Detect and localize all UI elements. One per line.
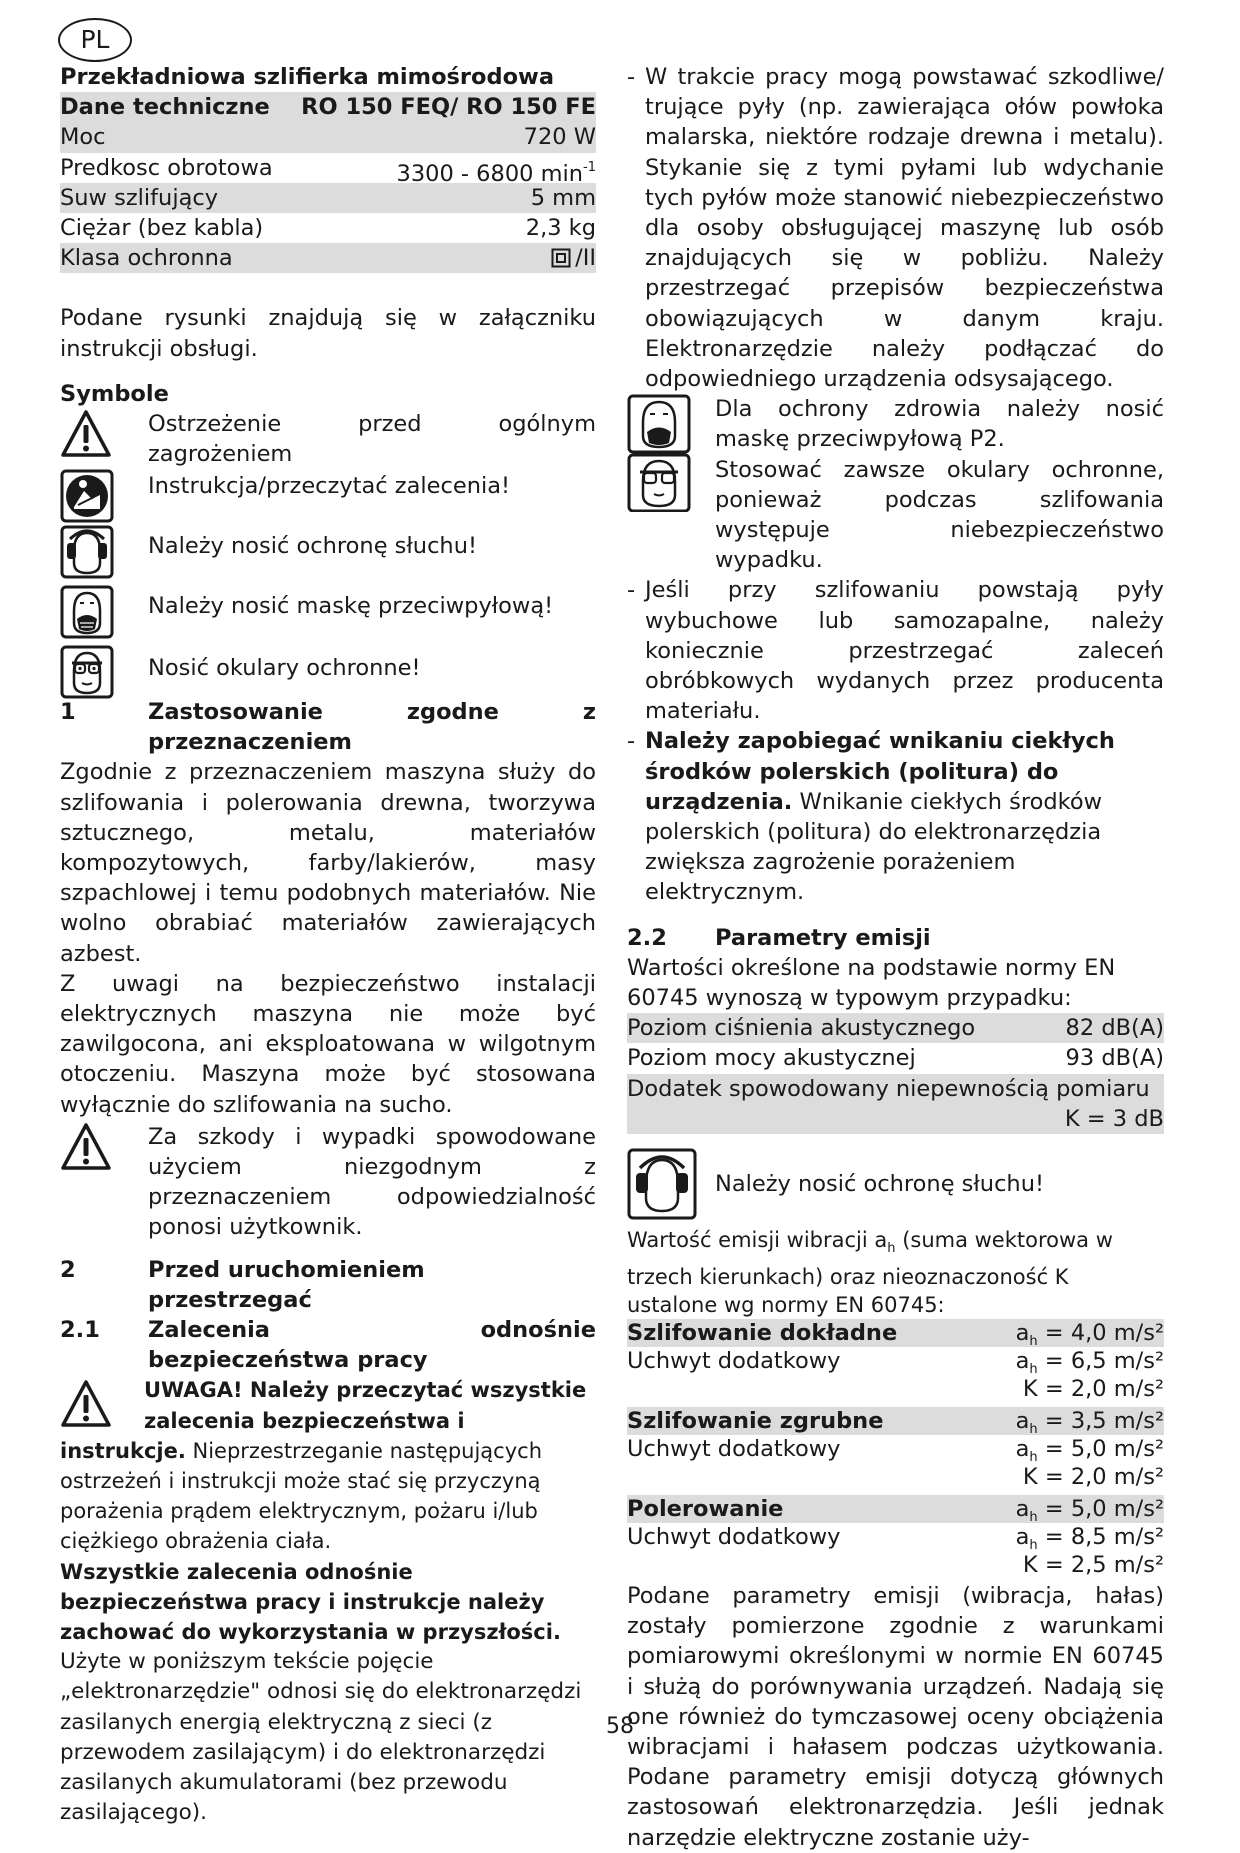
noise-value: 93 dB(A) <box>1065 1045 1164 1072</box>
vib-number: = 6,5 m/s² <box>1037 1348 1164 1375</box>
vib-symbol-sub: h <box>1029 1538 1038 1554</box>
spec-value: 720 W <box>523 124 596 151</box>
spec-value: 5 mm <box>530 184 596 211</box>
symbol-row <box>60 469 596 525</box>
vib-symbol-sub: h <box>1029 1510 1038 1526</box>
section-1-heading <box>60 697 596 757</box>
vib-k: K = 2,0 m/s² <box>1022 1376 1164 1403</box>
warning-triangle-icon <box>60 409 112 459</box>
symbol-row <box>60 645 596 697</box>
dust-mask-icon <box>627 394 693 512</box>
vib-number: = 8,5 m/s² <box>1037 1524 1164 1551</box>
vib-row <box>627 1347 1164 1378</box>
vib-row <box>627 1463 1164 1491</box>
warning-bold: UWAGA! Należy przeczytać wszystkie zalecenia bezpieczeństwa i instrukcje. <box>60 1378 587 1463</box>
section-title: Przed uruchomieniem przestrzegać <box>148 1256 425 1313</box>
vib-symbol-sub: h <box>1029 1450 1038 1466</box>
vib-row <box>627 1435 1164 1466</box>
language-badge: PL <box>58 18 132 62</box>
right-column <box>627 62 1164 1853</box>
vibration-intro <box>627 1226 1164 1319</box>
warning-rest: Nieprzestrzeganie następujących ostrzeżeń i instrukcji może stać się przyczyną porażenia prądem elektrycznym, pożaru i/lub ciężkiego obrażenia ciała. <box>60 1438 543 1554</box>
general-warning-block <box>60 1375 596 1556</box>
vib-value <box>1015 1435 1164 1466</box>
left-column <box>60 62 596 1828</box>
spec-value: 3300 - 6800 min <box>396 160 584 187</box>
vib-value <box>1015 1319 1164 1350</box>
safety-glasses-icon <box>60 645 114 699</box>
section-2-2-heading <box>627 923 1164 953</box>
vib-intro-1: Wartość emisji wibracji a <box>627 1228 888 1253</box>
vib-row <box>627 1495 1164 1526</box>
emission-closing: Podane parametry emisji (wibracja, hałas) zostały pomierzone zgodnie z warunkami pomiarowymi określonymi w normie EN 60745 i służą do porównywania urządzeń. Nadają się one również do tymczasowej oceny obciążenia wibracjami i hałasem podczas użytkowania. Podane parametry emisji dotyczą głównych zastosowań elektronarzędzia. Jeśli jednak narzędzie elektryczne zostanie uży- <box>627 1583 1164 1851</box>
noise-label: Poziom mocy akustycznej <box>627 1045 916 1072</box>
spec-label: Suw szlifujący <box>60 184 219 211</box>
symbol-text: Ostrzeżenie przed ogólnym zagrożeniem <box>148 410 596 468</box>
ppe-note <box>627 394 1164 575</box>
symbol-text: Nosić okulary ochronne! <box>148 654 421 681</box>
vibration-group <box>627 1319 1164 1403</box>
spec-row <box>60 243 596 273</box>
dust-mask-icon <box>60 585 114 639</box>
vib-number: = 5,0 m/s² <box>1037 1436 1164 1463</box>
polish-bold: Należy zapobiegać wnikaniu ciekłych środków polerskich (politura) do urządzenia. <box>645 728 1115 815</box>
symbol-text: Należy nosić maskę przeciwpyłową! <box>148 592 554 619</box>
bullet-text <box>645 726 1164 907</box>
vib-symbol: a <box>1015 1496 1030 1523</box>
noise-value: K = 3 dB <box>1064 1105 1164 1132</box>
spec-row <box>60 122 596 152</box>
vib-row <box>627 1551 1164 1579</box>
hearing-text: Należy nosić ochronę słuchu! <box>715 1170 1044 1197</box>
vib-row <box>627 1319 1164 1350</box>
spec-row <box>60 183 596 213</box>
bullet-item: - Jeśli przy szlifowaniu powstają pyły wybuchowe lub samozapalne, należy koniecznie przestrzegać zaleceń obróbkowych wydanych przez producenta materiału. <box>627 575 1164 726</box>
mask-note: Dla ochrony zdrowia należy nosić maskę przeciwpyłową P2. <box>715 396 1164 453</box>
symbol-row <box>60 409 596 469</box>
section-title: Zastosowanie zgodne z przeznaczeniem <box>148 698 596 756</box>
spec-label: Moc <box>60 124 106 151</box>
symbols-heading: Symbole <box>60 380 169 407</box>
vib-value <box>1015 1347 1164 1378</box>
spec-value-wrap <box>551 243 596 273</box>
vib-k: K = 2,5 m/s² <box>1022 1552 1164 1579</box>
section-title: Zalecenia odnośnie bezpieczeństwa pracy <box>148 1317 596 1374</box>
symbol-row <box>60 525 596 585</box>
spec-table <box>60 92 596 273</box>
section-1-paragraph: Zgodnie z przeznaczeniem maszyna służy do szlifowania i polerowania drewna, tworzywa sztucznego, metalu, materiałów kompozytowych, farby/lakierów, masy szpachlowej i temu podobnych materiałów. Nie wolno obrabiać materiałów zawierających azbest. <box>60 759 596 967</box>
section-1-paragraph: Z uwagi na bezpieczeństwo instalacji elektrycznych maszyna nie może być zawilgocona, ani eksploatowana w wilgotnym otoczeniu. Maszyna może być stosowana wyłącznie do szlifowania na sucho. <box>60 970 596 1118</box>
spec-header-label: Dane techniczne <box>60 94 270 121</box>
symbol-row <box>60 585 596 645</box>
section-number: 2 <box>60 1256 76 1283</box>
noise-label: Dodatek spowodowany niepewnością pomiaru <box>627 1075 1150 1102</box>
spec-value: /II <box>575 245 596 272</box>
warning-note <box>60 1122 596 1243</box>
spec-label: Ciężar (bez kabla) <box>60 214 264 241</box>
vib-number: = 4,0 m/s² <box>1037 1320 1164 1347</box>
vib-row <box>627 1407 1164 1438</box>
vib-symbol: a <box>1015 1320 1030 1347</box>
page-number: 58 <box>606 1714 634 1739</box>
vib-value <box>1015 1407 1164 1438</box>
vibration-table <box>627 1319 1164 1579</box>
vib-symbol: a <box>1015 1348 1030 1375</box>
section-2-1-heading <box>60 1315 596 1375</box>
vib-row <box>627 1375 1164 1403</box>
warning-triangle-icon <box>60 1379 112 1429</box>
vib-value <box>1015 1495 1164 1526</box>
symbol-text: Instrukcja/przeczytać zalecenia! <box>148 472 511 499</box>
section-number: 2.2 <box>627 924 667 951</box>
general-warning-text <box>60 1375 596 1556</box>
vib-symbol: a <box>1015 1436 1030 1463</box>
term-definition: Użyte w poniższym tekście pojęcie „elektronarzędzie" odnosi się do elektronarzędzi zasilanych energią elektryczną z sieci (z przewodem zasilającym) i do elektronarzędzi zasilanych akumulatorami (bez przewodu zasilającego). <box>60 1649 582 1826</box>
hearing-note <box>627 1146 1164 1222</box>
read-manual-icon <box>60 469 114 523</box>
glasses-note: Stosować zawsze okulary ochronne, ponieważ podczas szlifowania występuje niebezpieczeństwo wypadku. <box>715 456 1164 574</box>
emission-intro: Wartości określone na podstawie normy EN 60745 wynoszą w typowym przypadku: <box>627 954 1116 1012</box>
noise-row <box>627 1013 1164 1043</box>
spec-value-sup: -1 <box>583 159 596 175</box>
vib-k: K = 2,0 m/s² <box>1022 1464 1164 1491</box>
spec-value: 2,3 kg <box>525 214 596 241</box>
ear-protection-icon <box>60 525 114 579</box>
vib-symbol: a <box>1015 1408 1030 1435</box>
spec-label: Klasa ochronna <box>60 245 233 272</box>
vib-symbol-sub: h <box>1029 1362 1038 1378</box>
vib-mode: Szlifowanie dokładne <box>627 1320 898 1347</box>
section-title: Parametry emisji <box>715 924 931 951</box>
spec-row <box>60 213 596 243</box>
symbol-text: Należy nosić ochronę słuchu! <box>148 532 477 559</box>
vib-intro-sub: h <box>887 1241 896 1257</box>
noise-row <box>627 1074 1164 1104</box>
noise-row <box>627 1104 1164 1134</box>
vib-symbol-sub: h <box>1029 1422 1038 1438</box>
noise-label: Poziom ciśnienia akustycznego <box>627 1015 976 1042</box>
warning-triangle-icon <box>60 1122 112 1172</box>
ear-protection-icon <box>627 1148 697 1220</box>
vib-value <box>1015 1523 1164 1554</box>
bullet-text: Jeśli przy szlifowaniu powstają pyły wybuchowe lub samozapalne, należy koniecznie przestrzegać zaleceń obróbkowych wydanych przez producenta materiału. <box>645 577 1164 725</box>
bullet-item: - W trakcie pracy mogą powstawać szkodliwe/ trujące pyły (np. zawierająca ołów powłoka malarska, niektóre rodzaje drewna i metalu). Stykanie się z tymi pyłami lub wdychanie tych pyłów może stanowić niebezpieczeństwo dla osoby obsługującej maszynę lub osób znajdujących się w pobliżu. Należy przestrzegać przepisów bezpieczeństwa obowiązujących w danym kraju. Elektronarzędzie należy podłączać do odpowiedniego urządzenia odsysającego. <box>627 62 1164 394</box>
vib-symbol: a <box>1015 1524 1030 1551</box>
product-title: Przekładniowa szlifierka mimośrodowa <box>60 64 555 90</box>
vib-intro-2: (suma wektorowa w trzech kierunkach) oraz nieoznaczoność K ustalone wg normy EN 60745: <box>627 1228 1113 1318</box>
protection-class-ii-icon <box>551 248 571 268</box>
vibration-group <box>627 1495 1164 1579</box>
vibration-group <box>627 1407 1164 1491</box>
vib-row <box>627 1523 1164 1554</box>
spec-header-model: RO 150 FEQ/ RO 150 FE <box>301 94 596 121</box>
bullet-text: W trakcie pracy mogą powstawać szkodliwe/ trujące pyły (np. zawierająca ołów powłoka malarska, niektóre rodzaje drewna i metalu). Stykanie się z tymi pyłami lub wdychanie tych pyłów może stanowić niebezpieczeństwo dla osoby obsługującej maszynę lub osób znajdujących się w pobliżu. Należy przestrzegać przepisów bezpieczeństwa obowiązujących w danym kraju. Elektronarzędzie należy podłączać do odpowiedniego urządzenia odsysającego. <box>645 64 1164 393</box>
vib-aux: Uchwyt dodatkowy <box>627 1348 841 1375</box>
spec-label: Predkosc obrotowa <box>60 154 273 181</box>
vib-mode: Szlifowanie zgrubne <box>627 1408 884 1435</box>
section-2-heading <box>60 1255 596 1315</box>
vib-symbol-sub: h <box>1029 1334 1038 1350</box>
spec-header-row <box>60 92 596 122</box>
vib-aux: Uchwyt dodatkowy <box>627 1436 841 1463</box>
vib-number: = 5,0 m/s² <box>1037 1496 1164 1523</box>
keep-instructions: Wszystkie zalecenia odnośnie bezpieczeństwa pracy i instrukcje należy zachować do wykorzystania w przyszłości. <box>60 1559 561 1645</box>
noise-row <box>627 1043 1164 1073</box>
section-number: 1 <box>60 698 76 725</box>
vib-number: = 3,5 m/s² <box>1037 1408 1164 1435</box>
noise-value: 82 dB(A) <box>1065 1015 1164 1042</box>
bullet-item: - Należy zapobiegać wnikaniu ciekłych środków polerskich (politura) do urządzenia. Wnikanie ciekłych środków polerskich (politura) do elektronarzędzia zwiększa zagrożenie porażeniem elektrycznym. <box>627 726 1164 907</box>
vib-mode: Polerowanie <box>627 1496 784 1523</box>
vib-aux: Uchwyt dodatkowy <box>627 1524 841 1551</box>
warning-text: Za szkody i wypadki spowodowane użyciem niezgodnym z przeznaczeniem odpowiedzialność ponosi użytkownik. <box>148 1123 596 1241</box>
spec-row <box>60 153 596 187</box>
section-number: 2.1 <box>60 1317 100 1343</box>
spec-value-wrap <box>396 153 597 187</box>
polish-rest: Wnikanie ciekłych środków polerskich (politura) do elektronarzędzia zwiększa zagrożenie porażeniem elektrycznym. <box>645 788 1103 906</box>
noise-table <box>627 1013 1164 1134</box>
figures-note: Podane rysunki znajdują się w załączniku instrukcji obsługi. <box>60 305 596 362</box>
